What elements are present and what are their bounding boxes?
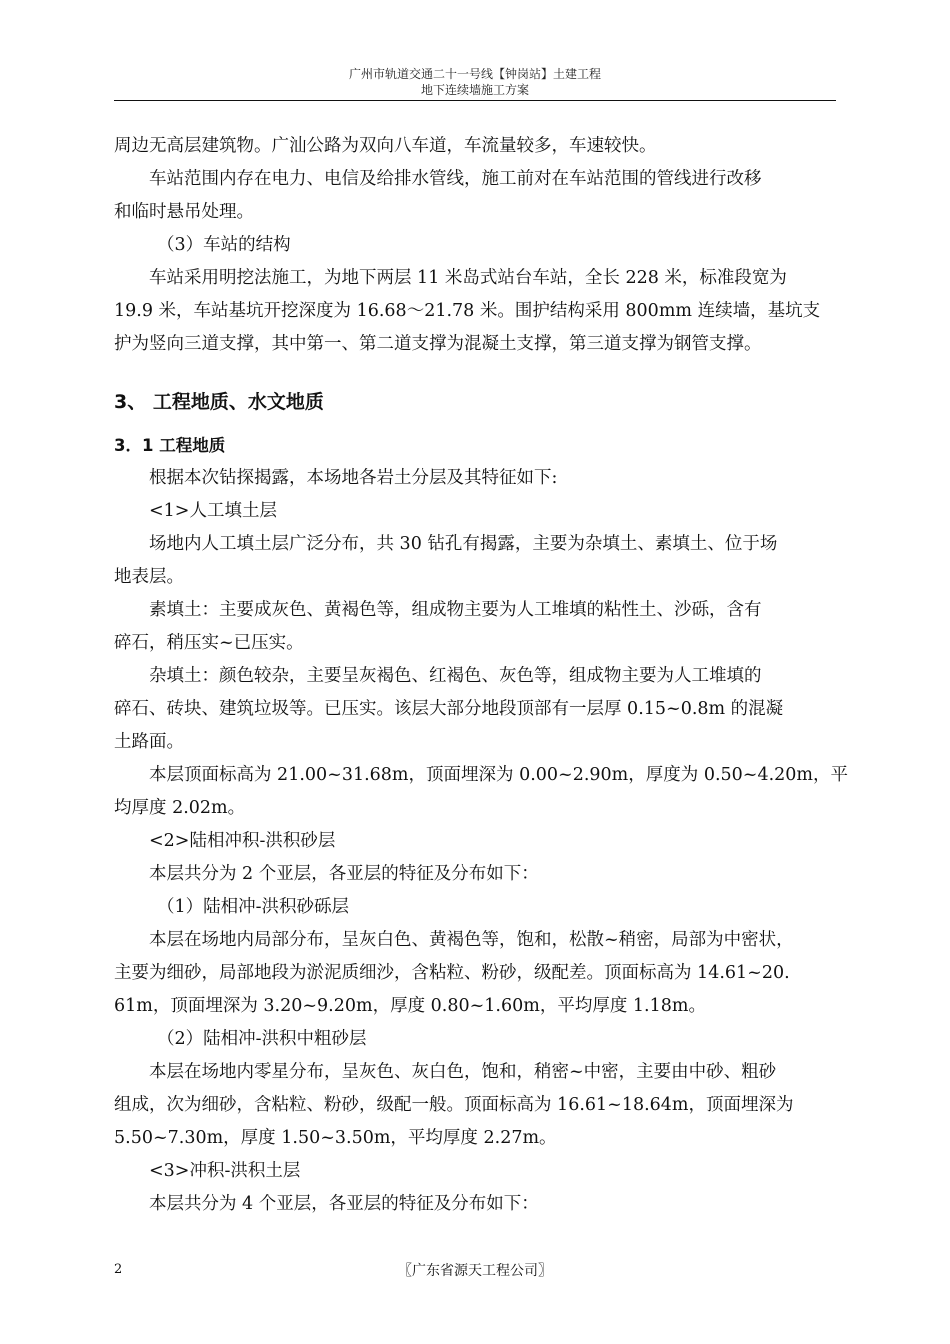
section-heading: 3、 工程地质、水文地质 xyxy=(114,391,324,413)
paragraph: 主要为细砂，局部地段为淤泥质细沙，含粘粒、粉砂，级配差。顶面标高为 14.61~20. xyxy=(114,963,790,983)
paragraph: 碎石、砖块、建筑垃圾等。已压实。该层大部分地段顶部有一层厚 0.15~0.8m 的混凝 xyxy=(114,699,784,719)
paragraph: 5.50~7.30m，厚度 1.50~3.50m，平均厚度 2.27m。 xyxy=(114,1128,557,1148)
paragraph: 根据本次钻探揭露，本场地各岩土分层及其特征如下: xyxy=(149,468,558,488)
header-divider xyxy=(114,100,836,101)
paragraph: 19.9 米，车站基坑开挖深度为 16.68～21.78 米。围护结构采用 800mm 连续墙，基坑支 xyxy=(114,301,821,321)
paragraph: 和临时悬吊处理。 xyxy=(114,202,254,222)
paragraph: 均厚度 2.02m。 xyxy=(114,798,246,818)
paragraph: 护为竖向三道支撑，其中第一、第二道支撑为混凝土支撑，第三道支撑为钢管支撑。 xyxy=(114,334,762,354)
paragraph: 素填土：主要成灰色、黄褐色等，组成物主要为人工堆填的粘性土、沙砾，含有 xyxy=(149,600,762,620)
paragraph: 周边无高层建筑物。广汕公路为双向八车道，车流量较多，车速较快。 xyxy=(114,136,657,156)
paragraph: 地表层。 xyxy=(114,567,184,587)
subsection-heading: 3．1 工程地质 xyxy=(114,436,226,455)
page-number: 2 xyxy=(114,1262,123,1277)
paragraph: 车站采用明挖法施工，为地下两层 11 米岛式站台车站，全长 228 米，标准段宽为 xyxy=(149,268,787,288)
paragraph: 本层共分为 2 个亚层，各亚层的特征及分布如下： xyxy=(149,864,539,884)
paragraph: 碎石，稍压实~已压实。 xyxy=(114,633,304,653)
paragraph: 组成，次为细砂，含粘粒、粉砂，级配一般。顶面标高为 16.61~18.64m，顶面埋深为 xyxy=(114,1095,794,1115)
layer-heading: <3>冲积-洪积土层 xyxy=(149,1161,301,1181)
paragraph: 场地内人工填土层广泛分布，共 30 钻孔有揭露，主要为杂填土、素填土、位于场 xyxy=(149,534,778,554)
footer-company: 〖广东省源天工程公司〗 xyxy=(398,1263,552,1279)
paragraph: 车站范围内存在电力、电信及给排水管线，施工前对在车站范围的管线进行改移 xyxy=(149,169,762,189)
document-body xyxy=(114,130,849,1221)
paragraph: 本层共分为 4 个亚层，各亚层的特征及分布如下： xyxy=(149,1194,539,1214)
paragraph: 本层在场地内零星分布，呈灰色、灰白色，饱和，稍密~中密，主要由中砂、粗砂 xyxy=(149,1062,777,1082)
paragraph: 杂填土：颜色较杂，主要呈灰褐色、红褐色、灰色等，组成物主要为人工堆填的 xyxy=(149,666,762,686)
header-project-title: 广州市轨道交通二十一号线【钟岗站】土建工程 xyxy=(348,67,601,81)
paragraph: 本层在场地内局部分布，呈灰白色、黄褐色等，饱和，松散~稍密，局部为中密状， xyxy=(149,930,794,950)
layer-heading: <2>陆相冲积-洪积砂层 xyxy=(149,831,336,851)
paragraph: 本层顶面标高为 21.00~31.68m，顶面埋深为 0.00~2.90m，厚度为 0.50~4.20m，平 xyxy=(149,765,849,785)
paragraph: 61m，顶面埋深为 3.20~9.20m，厚度 0.80~1.60m，平均厚度 1.18m。 xyxy=(114,996,706,1016)
header-document-title: 地下连续墙施工方案 xyxy=(420,83,529,97)
subheading: （3）车站的结构 xyxy=(157,235,291,255)
paragraph: 土路面。 xyxy=(114,732,184,752)
layer-heading: <1>人工填土层 xyxy=(149,501,277,521)
page-header xyxy=(114,66,836,98)
sublayer-heading: （1）陆相冲-洪积砂砾层 xyxy=(157,897,350,917)
sublayer-heading: （2）陆相冲-洪积中粗砂层 xyxy=(157,1029,367,1049)
